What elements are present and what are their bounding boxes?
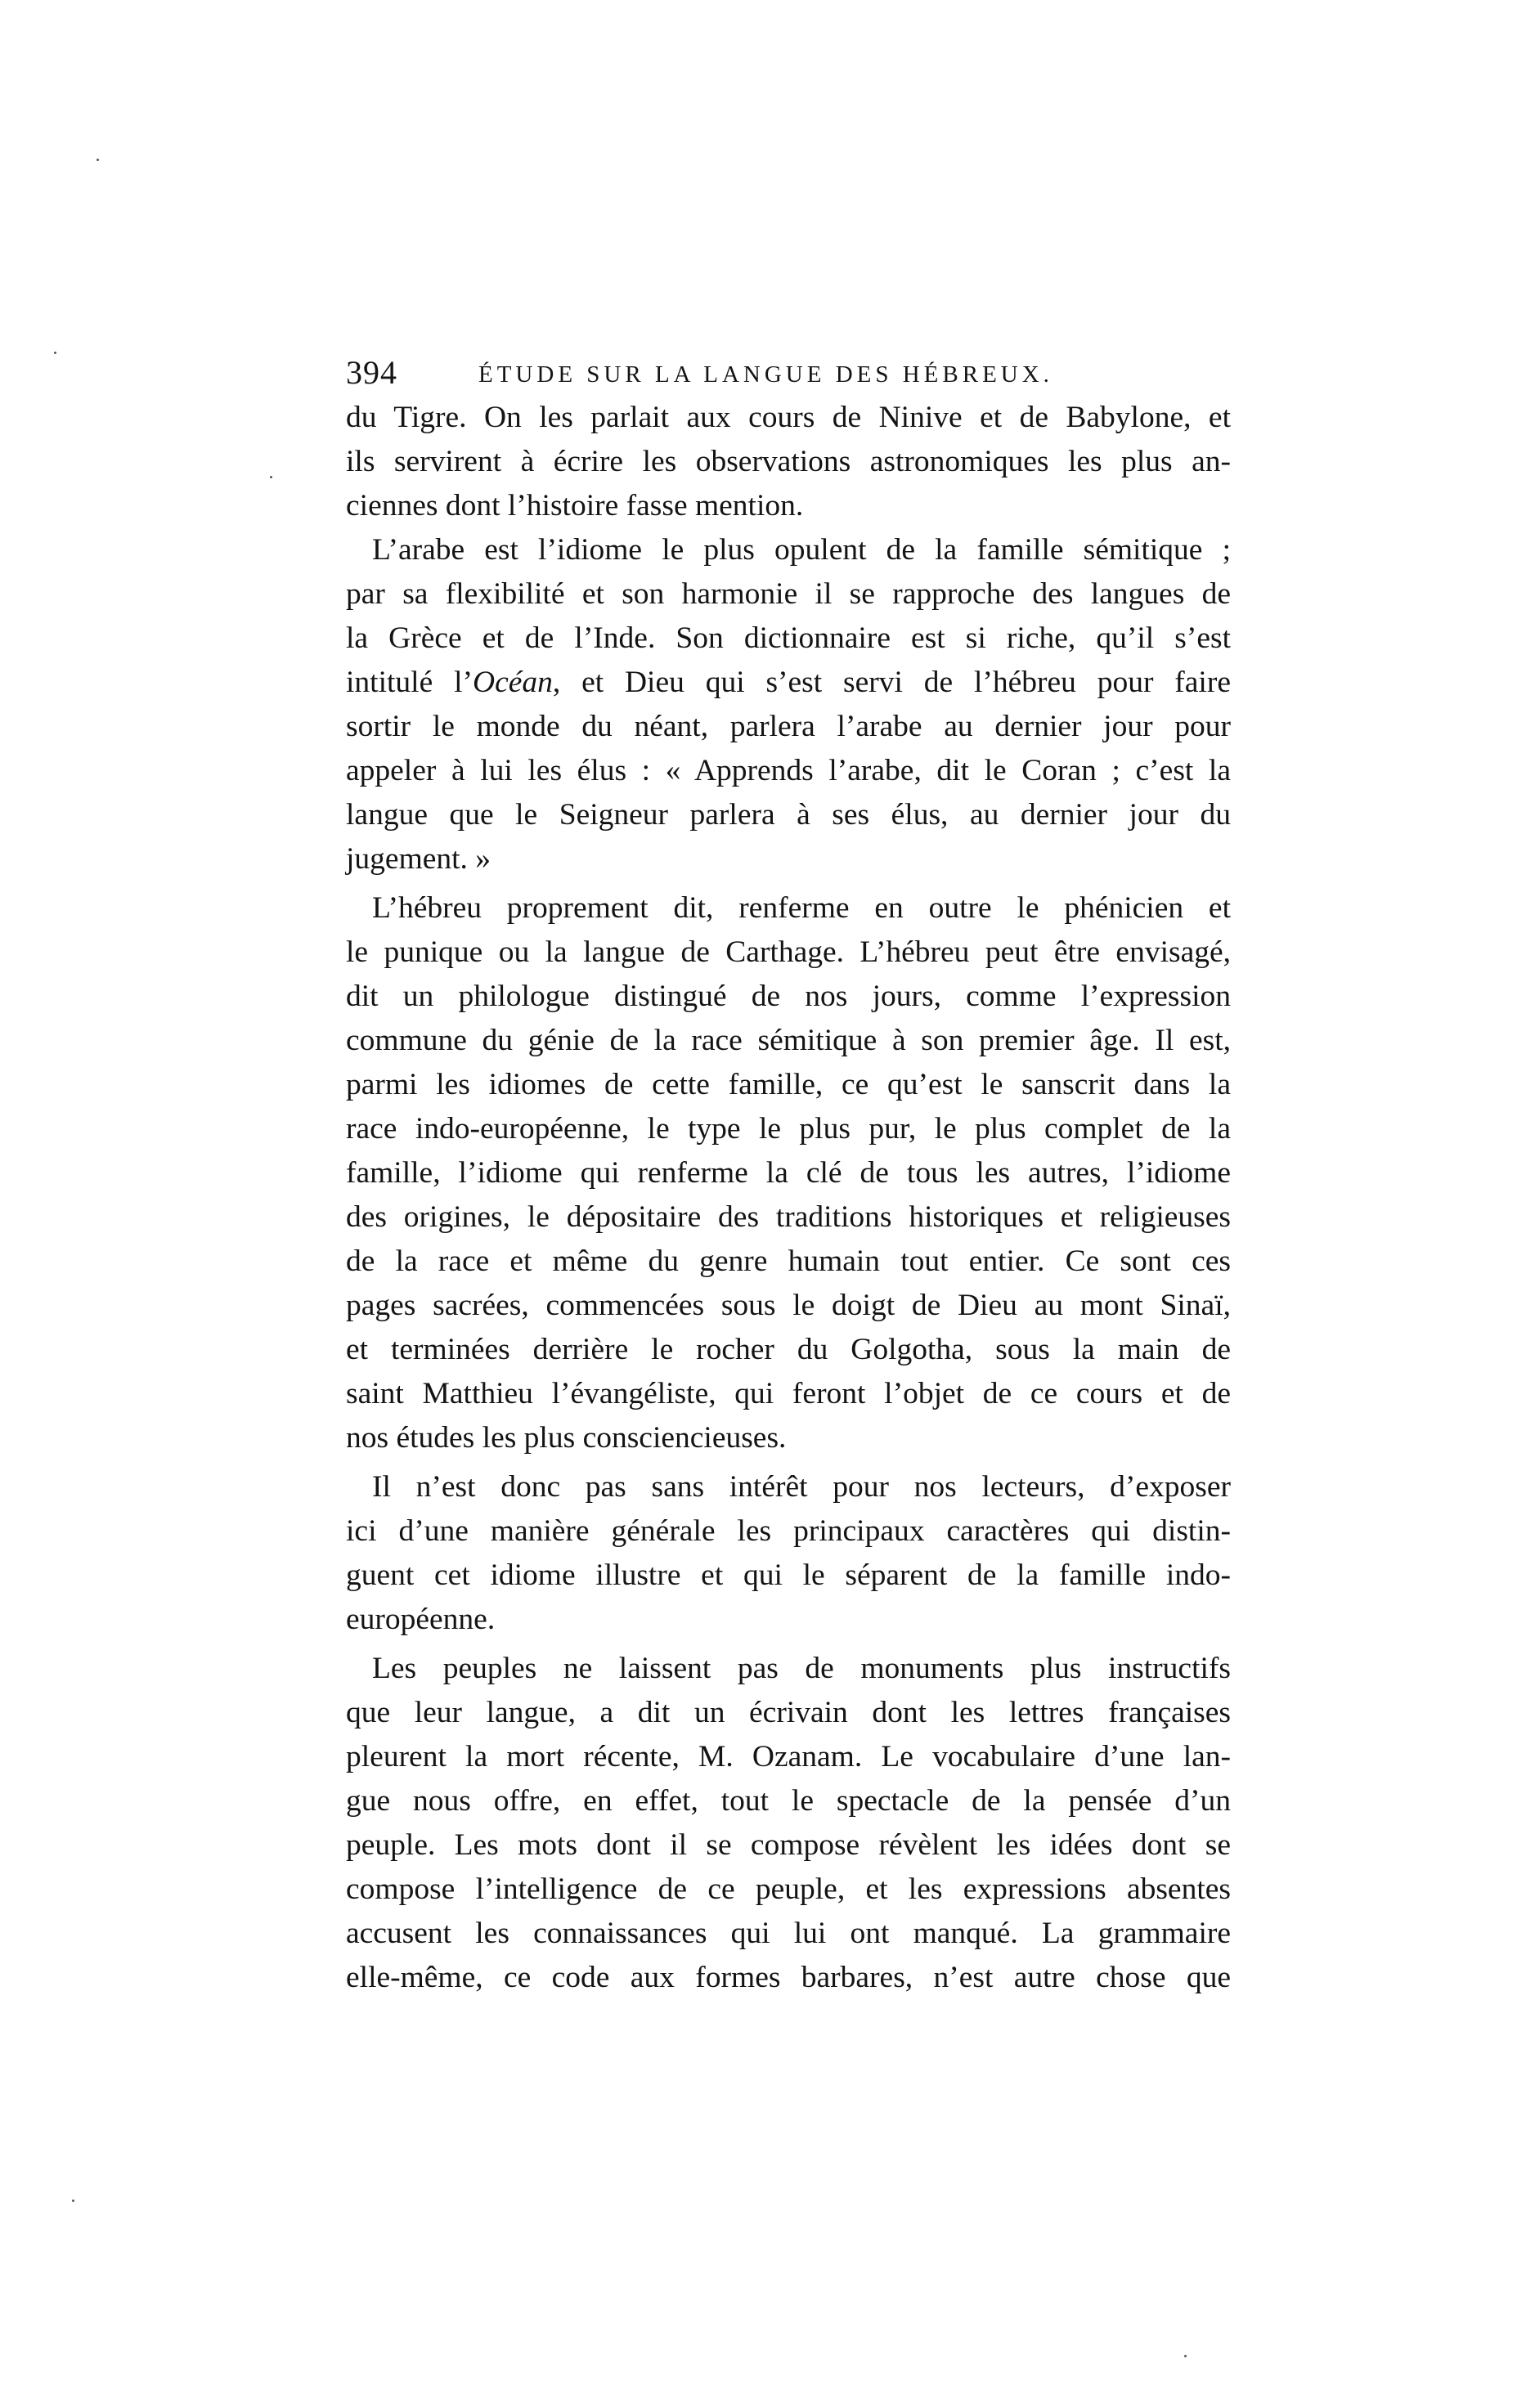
text-line: peuple. Les mots dont il se compose révèlent les idées dont se (346, 1828, 1231, 1862)
text-line: accusent les connaissances qui lui ont manqué. La grammaire (346, 1917, 1231, 1950)
text-line: la Grèce et de l’Inde. Son dictionnaire est si riche, qu’il s’est (346, 621, 1231, 655)
text-line: sortir le monde du néant, parlera l’arabe au dernier jour pour (346, 710, 1231, 743)
text-line: par sa flexibilité et son harmonie il se rapproche des langues de (346, 577, 1231, 611)
paper-speck (54, 352, 56, 354)
text-line-with-italic (346, 661, 1231, 705)
text-line: pleurent la mort récente, M. Ozanam. Le vocabulaire d’une lan- (346, 1740, 1231, 1773)
paper-speck (1184, 2355, 1187, 2357)
text-line: L’arabe est l’idiome le plus opulent de la famille sémitique ; (372, 533, 1231, 567)
text-line: nos études les plus consciencieuses. (346, 1421, 787, 1455)
italic-word: Océan (472, 666, 553, 699)
running-title: ÉTUDE SUR LA LANGUE DES HÉBREUX. (478, 361, 1053, 388)
text-line: appeler à lui les élus : « Apprends l’arabe, dit le Coran ; c’est la (346, 754, 1231, 787)
text-line: jugement. » (346, 842, 491, 876)
text-line: guent cet idiome illustre et qui le séparent de la famille indo- (346, 1558, 1231, 1592)
text-line: européenne. (346, 1603, 496, 1636)
text-line: que leur langue, a dit un écrivain dont les lettres françaises (346, 1696, 1231, 1729)
text-segment: , et Dieu qui s’est servi de l’hébreu pour faire (552, 666, 1231, 699)
paragraph-3 (346, 886, 1231, 1460)
text-line: gue nous offre, en effet, tout le spectacle de la pensée d’un (346, 1784, 1231, 1818)
paragraph-2 (346, 528, 1231, 881)
text-segment: intitulé l’ (346, 666, 473, 699)
text-line: famille, l’idiome qui renferme la clé de tous les autres, l’idiome (346, 1156, 1231, 1190)
paragraph-4 (346, 1465, 1231, 1642)
text-line: ils servirent à écrire les observations astronomiques les plus an- (346, 445, 1231, 478)
text-line: pages sacrées, commencées sous le doigt de Dieu au mont Sinaï, (346, 1289, 1231, 1322)
body-text (346, 396, 1231, 2000)
text-line: commune du génie de la race sémitique à son premier âge. Il est, (346, 1024, 1231, 1057)
text-line: du Tigre. On les parlait aux cours de Ninive et de Babylone, et (346, 401, 1231, 434)
paper-speck (96, 159, 99, 161)
text-line: langue que le Seigneur parlera à ses élus, au dernier jour du (346, 798, 1231, 832)
paragraph-1 (346, 396, 1231, 528)
text-line: le punique ou la langue de Carthage. L’hébreu peut être envisagé, (346, 935, 1231, 969)
text-line: compose l’intelligence de ce peuple, et les expressions absentes (346, 1872, 1231, 1906)
text-line: race indo-européenne, le type le plus pur, le plus complet de la (346, 1112, 1231, 1146)
page-number: 394 (346, 354, 397, 391)
text-line: elle-même, ce code aux formes barbares, n’est autre chose que (346, 1961, 1231, 1994)
page-header (346, 352, 1231, 394)
paragraph-5 (346, 1647, 1231, 2000)
paper-speck (72, 2199, 74, 2202)
text-line: ciennes dont l’histoire fasse mention. (346, 489, 804, 522)
text-line: de la race et même du genre humain tout entier. Ce sont ces (346, 1244, 1231, 1278)
text-line: Il n’est donc pas sans intérêt pour nos lecteurs, d’exposer (372, 1470, 1231, 1504)
text-line: des origines, le dépositaire des traditions historiques et religieuses (346, 1200, 1231, 1234)
text-line: L’hébreu proprement dit, renferme en outre le phénicien et (372, 891, 1231, 925)
text-line: et terminées derrière le rocher du Golgotha, sous la main de (346, 1333, 1231, 1366)
text-line: saint Matthieu l’évangéliste, qui feront l’objet de ce cours et de (346, 1377, 1231, 1410)
text-line: parmi les idiomes de cette famille, ce qu’est le sanscrit dans la (346, 1068, 1231, 1101)
text-line: ici d’une manière générale les principaux caractères qui distin- (346, 1514, 1231, 1548)
text-line: dit un philologue distingué de nos jours, comme l’expression (346, 980, 1231, 1013)
text-line: Les peuples ne laissent pas de monuments plus instructifs (372, 1652, 1231, 1685)
paper-speck (270, 476, 272, 478)
